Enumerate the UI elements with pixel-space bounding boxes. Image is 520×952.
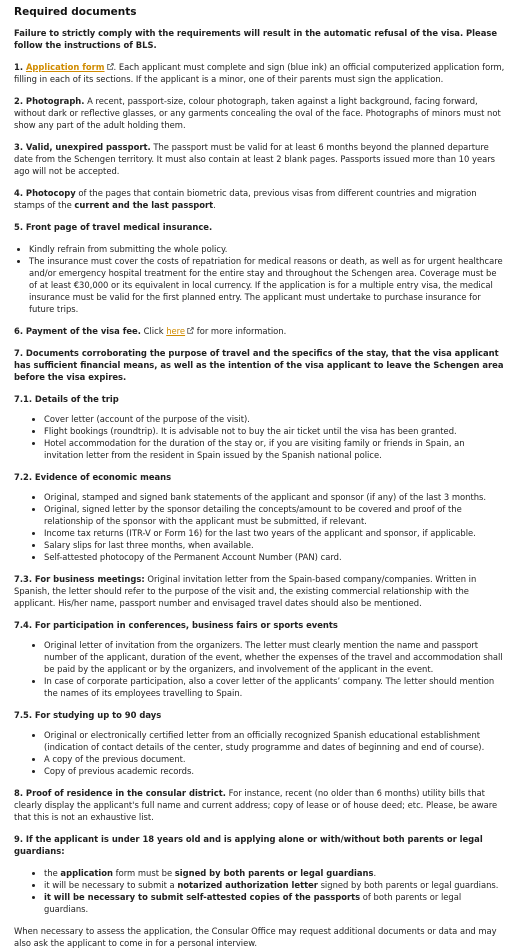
visa-fee-here-link[interactable]: here bbox=[166, 326, 186, 336]
economic-means-list bbox=[14, 491, 506, 563]
item-text: . bbox=[213, 200, 216, 210]
section-heading-7-4: 7.4. For participation in conferences, business fairs or sports events bbox=[14, 620, 338, 630]
item-corroborating-documents: 7. Documents corroborating the purpose of travel and the specifics of the stay, that the visa applicant has sufficient financial means, as well as the intention of the visa applicant to leave the Schengen area before the visa expires. bbox=[14, 348, 504, 382]
item-passport bbox=[14, 141, 506, 177]
item-bold-text: signed by both parents or legal guardians bbox=[174, 868, 374, 878]
list-item: • Hotel accommodation for the duration of the stay or, if you are visiting family or friends in Spain, an invitation letter from the resident in Spain issued by the Spanish national police. bbox=[44, 437, 506, 461]
item-application-form bbox=[14, 61, 506, 85]
list-item: • Salary slips for last three months, when available. bbox=[44, 539, 506, 551]
section-heading-7-5: 7.5. For studying up to 90 days bbox=[14, 710, 162, 720]
item-text: of both parents or legal guardians. bbox=[44, 892, 462, 914]
minor-applicant-list bbox=[14, 867, 506, 915]
item-heading: 4. Photocopy bbox=[14, 188, 76, 198]
item-heading: 2. Photograph. bbox=[14, 96, 85, 106]
item-photograph bbox=[14, 95, 506, 131]
external-link-icon bbox=[107, 63, 114, 70]
insurance-list bbox=[14, 243, 506, 315]
closing-note: When necessary to assess the application, the Consular Office may request additional documents or data and may also ask the applicant to come in for a personal interview. bbox=[14, 926, 497, 948]
item-bold-text: application bbox=[60, 868, 114, 878]
item-number: 1. bbox=[14, 62, 26, 72]
section-heading-7-3: 7.3. For business meetings: bbox=[14, 574, 145, 584]
list-item: • Copy of previous academic records. bbox=[44, 765, 506, 777]
trip-details-list bbox=[14, 413, 506, 461]
item-text: . bbox=[373, 868, 377, 878]
item-text: the bbox=[44, 868, 61, 878]
item-text: for more information. bbox=[194, 326, 287, 336]
item-text: A recent, passport-size, colour photograph, taken against a light background, facing forward, without dark or reflective glasses, or any garments concealing the oval of the face. Photographs of minors must not show any part of the adult holding them. bbox=[14, 96, 501, 130]
list-item bbox=[44, 867, 506, 879]
conferences-list bbox=[14, 639, 506, 699]
list-item: • Self-attested photocopy of the Permanent Account Number (PAN) card. bbox=[44, 551, 506, 563]
item-text: it will be necessary to submit a bbox=[44, 880, 178, 890]
item-bold-text: notarized authorization letter bbox=[177, 880, 318, 890]
list-item: • Flight bookings (roundtrip). It is advisable not to buy the air ticket until the visa has been granted. bbox=[44, 425, 506, 437]
list-item: • Original letter of invitation from the organizers. The letter must clearly mention the name and passport number of the applicant, duration of the event, whether the expenses of the travel and accommodation shall be paid by the applicant or by the organizers, and involvement of the applicant in the event. bbox=[44, 639, 506, 675]
item-heading: 8. Proof of residence in the consular district. bbox=[14, 788, 226, 798]
item-text: of the pages that contain biometric data, previous visas from different countries and migration stamps of the bbox=[14, 188, 477, 210]
item-proof-of-residence bbox=[14, 787, 506, 823]
list-item: • Original, signed letter by the sponsor detailing the concepts/amount to be covered and proof of the relationship of the sponsor with the applicant must be submitted, if relevant. bbox=[44, 503, 506, 527]
application-form-link[interactable]: Application form bbox=[25, 62, 105, 72]
item-photocopy bbox=[14, 187, 506, 211]
item-heading: 3. Valid, unexpired passport. bbox=[14, 142, 151, 152]
item-visa-fee bbox=[14, 325, 506, 337]
item-text: For instance, recent (no older than 6 months) utility bills that clearly display the applicant's full name and current address; copy of lease or of house deed; etc. Please, be aware that this is not an exhaustive list. bbox=[14, 788, 498, 822]
list-item: • The insurance must cover the costs of repatriation for medical reasons or death, as well as for urgent healthcare and/or emergency hospital treatment for the entire stay and throughout the Schengen area. Coverage must be of at least €30,000 or its equivalent in local currency. If the application is for a multiple entry visa, the medical insurance must be valid for the first planned entry. The applicant must undertake to purchase insurance for future trips. bbox=[29, 255, 506, 315]
item-text: Click bbox=[140, 326, 167, 336]
section-heading-7-2: 7.2. Evidence of economic means bbox=[14, 472, 172, 482]
item-text: Original invitation letter from the Spain-based company/companies. Written in Spanish, the letter should refer to the purpose of the visit and, the existing commercial relationship with the applicant. His/her name, passport number and envisaged travel dates should also be mentioned. bbox=[14, 574, 477, 608]
item-insurance-heading: 5. Front page of travel medical insurance. bbox=[14, 222, 213, 232]
list-item: • Original, stamped and signed bank statements of the applicant and sponsor (if any) of the last 3 months. bbox=[44, 491, 506, 503]
list-item: • Kindly refrain from submitting the whole policy. bbox=[29, 243, 506, 255]
list-item bbox=[44, 879, 506, 891]
list-item: • Original or electronically certified letter from an officially recognized Spanish educational establishment (indication of contact details of the center, study programme and dates of beginning and end of course). bbox=[44, 729, 506, 753]
item-text: form must be bbox=[113, 868, 175, 878]
list-item: • Income tax returns (ITR-V or Form 16) for the last two years of the applicant and sponsor, if applicable. bbox=[44, 527, 506, 539]
list-item: • In case of corporate participation, also a cover letter of the applicants’ company. The letter should mention the names of its employees travelling to Spain. bbox=[44, 675, 506, 699]
list-item: • Cover letter (account of the purpose of the visit). bbox=[44, 413, 506, 425]
page-title: Required documents bbox=[14, 6, 137, 18]
item-bold-text: it will be necessary to submit self-attested copies of the passports bbox=[44, 892, 361, 902]
item-text: The passport must be valid for at least 6 months beyond the planned departure date from the Schengen territory. It must also contain at least 2 blank pages. Passports issued more than 10 years ago will not be accepted. bbox=[14, 142, 496, 176]
intro-warning: Failure to strictly comply with the requirements will result in the automatic refusal of the visa. Please follow the instructions of BLS. bbox=[14, 28, 498, 50]
item-heading: 6. Payment of the visa fee. bbox=[14, 326, 141, 336]
item-minor-applicant-heading: 9. If the applicant is under 18 years old and is applying alone or with/without both parents or legal guardians: bbox=[14, 834, 483, 856]
studying-list bbox=[14, 729, 506, 777]
item-text: signed by both parents or legal guardians. bbox=[317, 880, 499, 890]
list-item: • A copy of the previous document. bbox=[44, 753, 506, 765]
item-text: . Each applicant must complete and sign (blue ink) an official computerized application form, filling in each of its sections. If the applicant is a minor, one of their parents must sign the application. bbox=[14, 62, 505, 84]
section-heading-7-1: 7.1. Details of the trip bbox=[14, 394, 119, 404]
item-bold-text: current and the last passport bbox=[74, 200, 214, 210]
section-business-meetings bbox=[14, 573, 506, 609]
list-item bbox=[44, 891, 506, 915]
